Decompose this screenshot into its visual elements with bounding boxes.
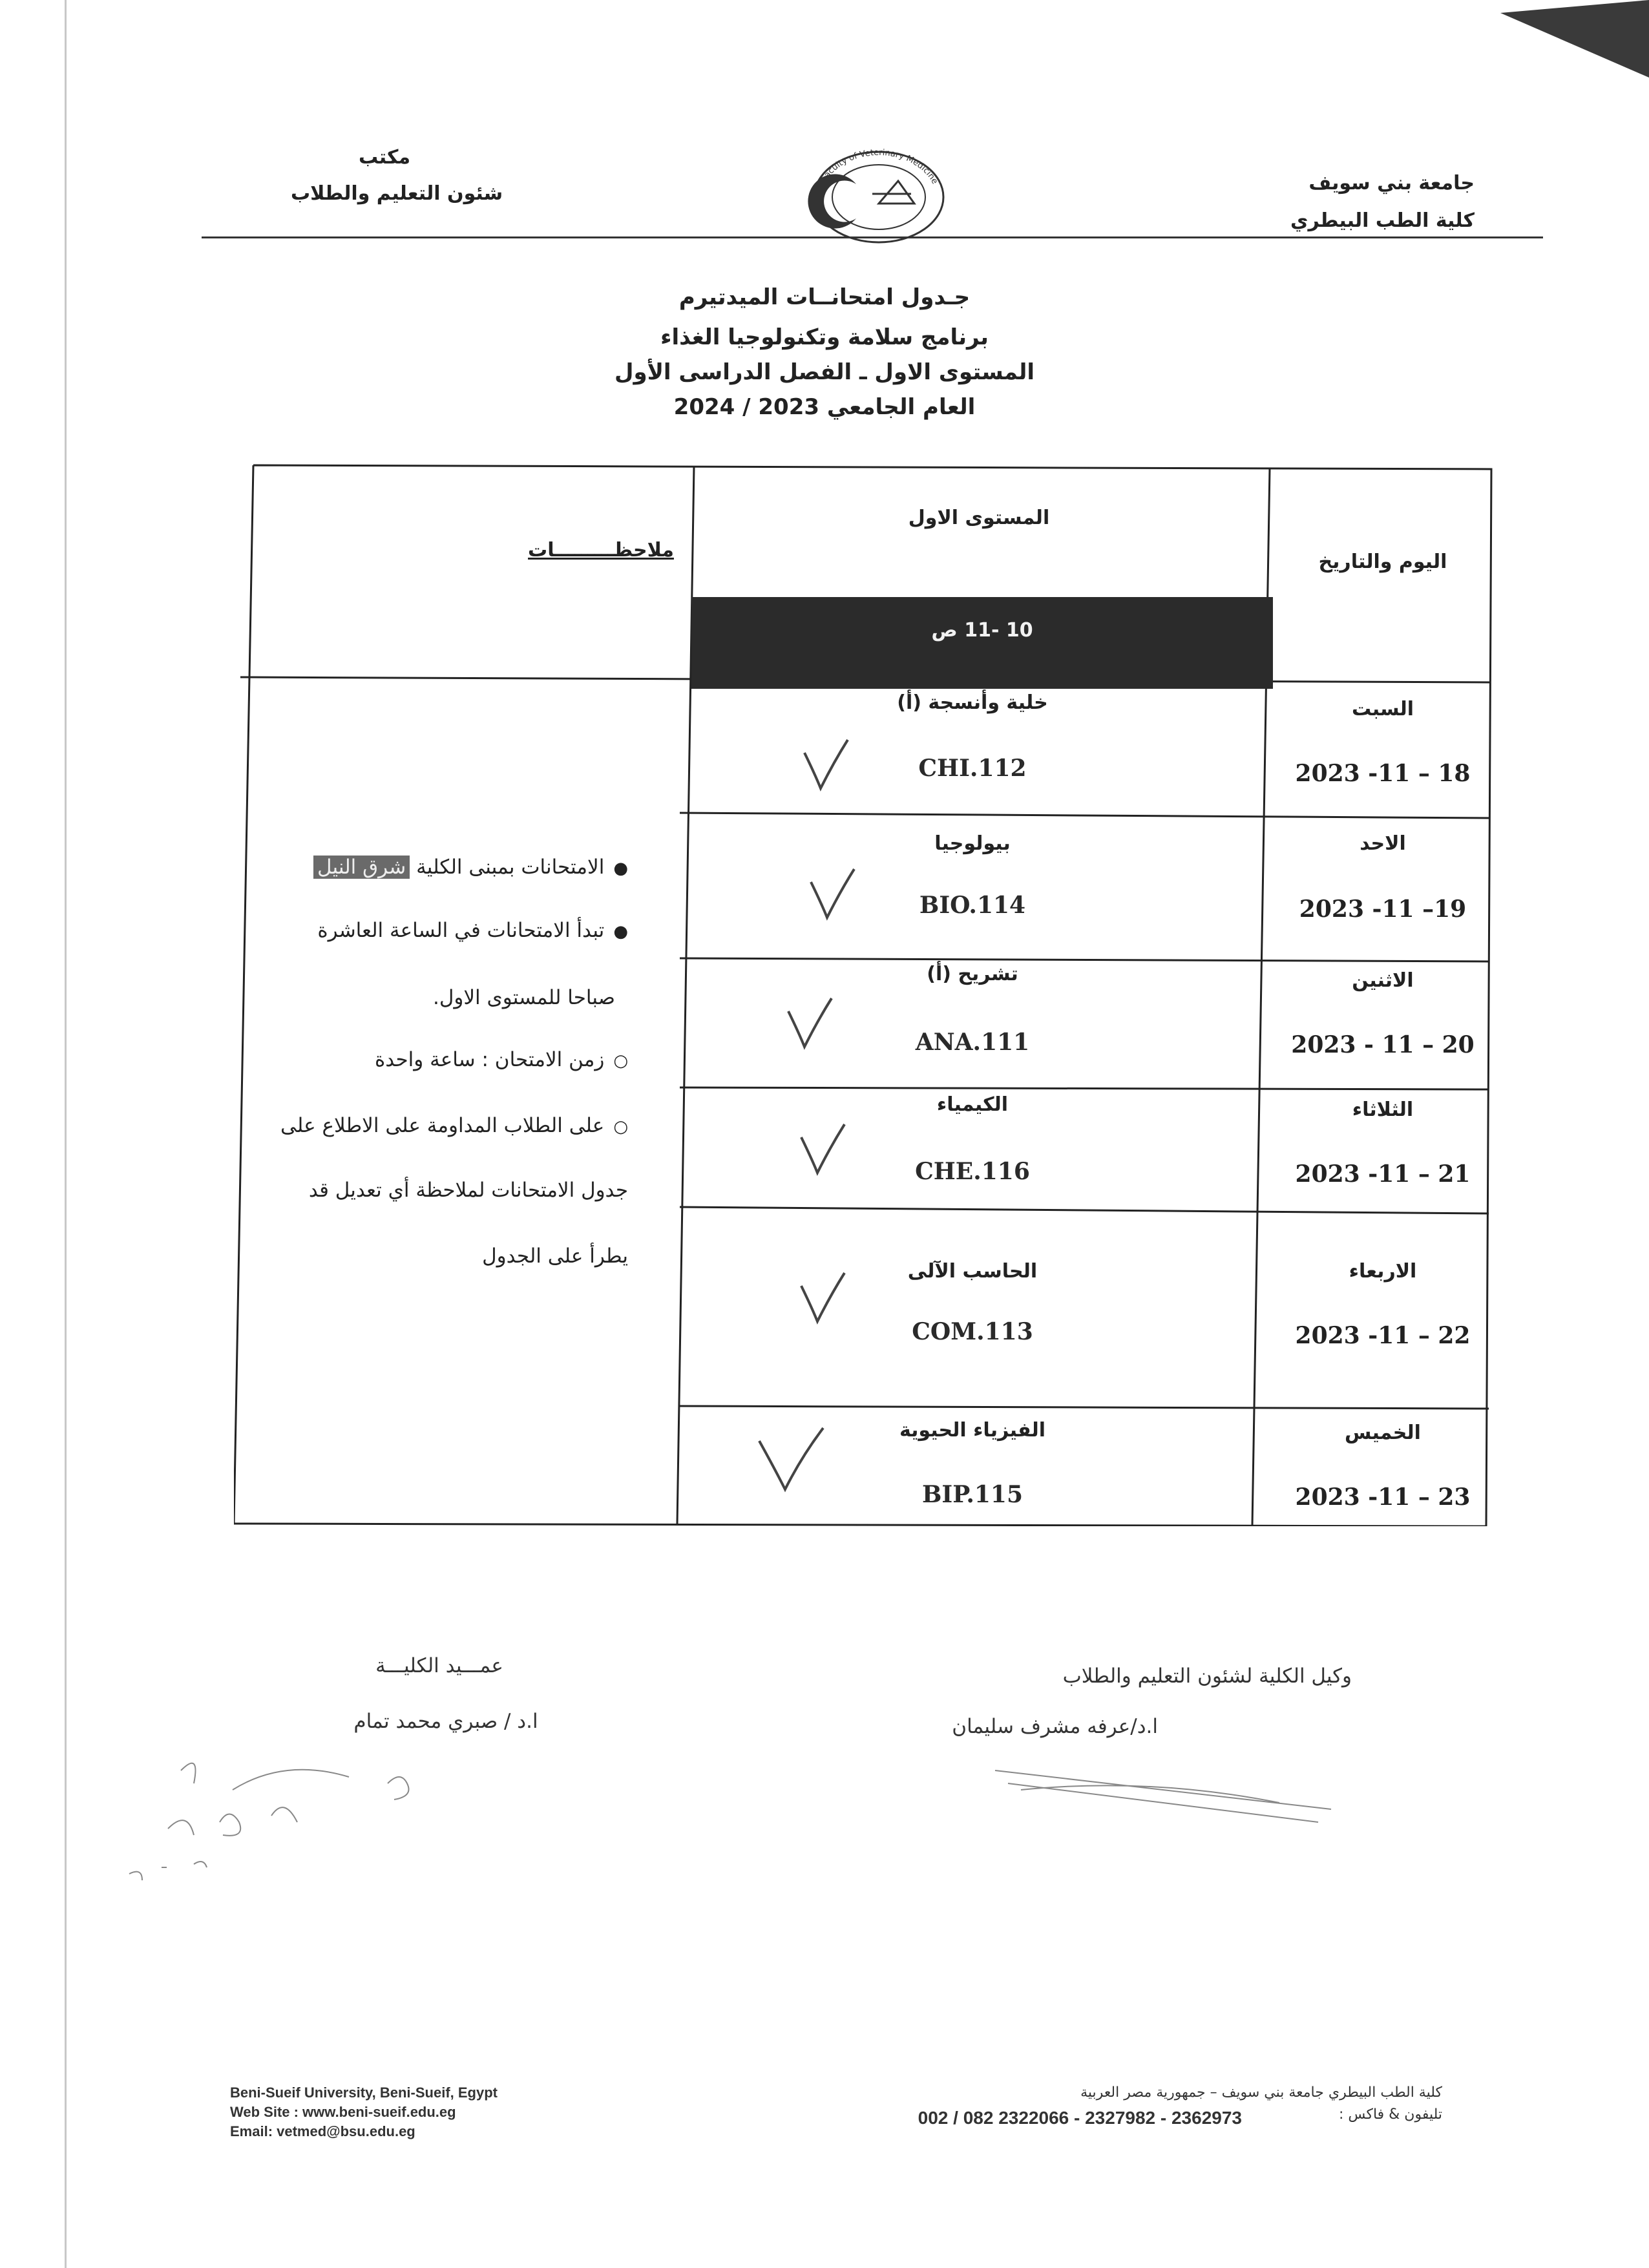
- row-course-name: الكيمياء: [936, 1093, 1009, 1116]
- check-mark-icon: [798, 1121, 850, 1179]
- note-start-time: ●تبدأ الامتحانات في الساعة العاشرة: [317, 919, 628, 942]
- university-name: جامعة بني سويف: [1308, 172, 1475, 194]
- row-date: 2023 -11 – 22: [1295, 1322, 1471, 1349]
- footer-website: Web Site : www.beni-sueif.edu.eg: [230, 2104, 456, 2120]
- title-line-3: المستوى الاول ـ الفصل الدراسى الأول: [614, 359, 1035, 385]
- logo-caption: Faculty of Veterinary Medicine: [819, 147, 940, 186]
- vice-dean-name: ا.د/عرفه مشرف سليمان: [952, 1715, 1158, 1738]
- footer-email: Email: vetmed@bsu.edu.eg: [230, 2123, 415, 2139]
- row-course-code: BIP.115: [921, 1481, 1024, 1508]
- scan-edge: [65, 0, 67, 2268]
- title-line-1: جـدول امتحانــات الميدتيرم: [678, 284, 971, 310]
- footer-address: كلية الطب البيطري جامعة بني سويف – جمهورية مصر العربية: [1080, 2084, 1442, 2101]
- row-date: 2023 -11 – 18: [1295, 760, 1471, 787]
- check-mark-icon: [808, 866, 859, 924]
- time-slot-label: 10 -11 ص: [931, 619, 1033, 642]
- row-day: الاحد: [1360, 832, 1406, 855]
- check-mark-icon: [785, 995, 837, 1053]
- office-subtitle: شئون التعليم والطلاب: [291, 182, 503, 205]
- row-date: 2023 -11 –19: [1299, 896, 1467, 923]
- check-mark-icon: [756, 1425, 827, 1496]
- office-label: مكتب: [359, 146, 411, 169]
- vice-dean-title: وكيل الكلية لشئون التعليم والطلاب: [1062, 1664, 1352, 1688]
- row-course-code: CHI.112: [918, 755, 1027, 782]
- row-course-code: ANA.111: [915, 1029, 1030, 1056]
- column-header-notes: ملاحظـــــــــات: [528, 539, 674, 562]
- footer-phone-label: تليفون & فاكس :: [1339, 2106, 1442, 2123]
- footer-university: Beni-Sueif University, Beni-Sueif, Egypt: [230, 2084, 498, 2101]
- note-duration: ○زمن الامتحان : ساعة واحدة: [375, 1048, 628, 1071]
- page-corner-fold: [1500, 0, 1649, 78]
- bullet-icon: ●: [613, 859, 628, 878]
- row-date: 2023 -11 – 21: [1295, 1160, 1471, 1188]
- check-mark-icon: [801, 737, 853, 795]
- row-day: السبت: [1351, 698, 1414, 720]
- column-header-level: المستوى الاول: [908, 507, 1050, 529]
- faculty-name: كلية الطب البيطري: [1290, 209, 1475, 232]
- note-follow-schedule-line2: جدول الامتحانات لملاحظة أي تعديل قد: [308, 1179, 628, 1202]
- row-day: الاثنين: [1352, 969, 1414, 992]
- row-course-name: الحاسب الآلى: [907, 1260, 1038, 1283]
- row-course-name: تشريح (أ): [927, 963, 1018, 985]
- row-course-name: بيولوجيا: [934, 832, 1011, 855]
- note-follow-schedule: ○على الطلاب المداومة على الاطلاع على: [280, 1114, 628, 1137]
- note-follow-schedule-line3: يطرأ على الجدول: [482, 1244, 628, 1268]
- row-day: الثلاثاء: [1352, 1098, 1414, 1121]
- note-start-time-continued: صباحا للمستوى الاول.: [433, 986, 615, 1009]
- bullet-icon: ●: [613, 922, 628, 941]
- bullet-icon: ○: [613, 1051, 628, 1071]
- faculty-logo: [801, 142, 956, 246]
- row-course-code: COM.113: [912, 1318, 1033, 1345]
- column-header-day-date: اليوم والتاريخ: [1318, 551, 1447, 573]
- bullet-icon: ○: [613, 1117, 628, 1137]
- handwritten-signatures: [116, 1712, 1344, 1906]
- time-slot-band: [691, 597, 1273, 689]
- title-line-2: برنامج سلامة وتكنولوجيا الغذاء: [660, 324, 989, 350]
- row-day: الاربعاء: [1349, 1260, 1417, 1283]
- dean-name: ا.د / صبري محمد تمام: [353, 1710, 538, 1733]
- check-mark-icon: [798, 1270, 850, 1328]
- note-location: ●الامتحانات بمبنى الكلية شرق النيل: [227, 856, 628, 879]
- footer-phone-numbers: 002 / 082 2322066 - 2327982 - 2362973: [918, 2108, 1242, 2128]
- highlighted-location: شرق النيل: [313, 856, 410, 879]
- row-course-code: CHE.116: [915, 1158, 1030, 1185]
- row-course-code: BIO.114: [919, 892, 1026, 919]
- row-course-name: خلية وأنسجة (أ): [897, 691, 1048, 714]
- row-day: الخميس: [1345, 1422, 1421, 1444]
- dean-title: عمـــيد الكليـــة: [375, 1654, 503, 1677]
- title-line-4: العام الجامعي 2023 / 2024: [673, 394, 976, 420]
- row-date: 2023 - 11 – 20: [1291, 1031, 1475, 1058]
- row-course-name: الفيزياء الحيوية: [899, 1419, 1046, 1442]
- row-date: 2023 -11 – 23: [1295, 1484, 1471, 1511]
